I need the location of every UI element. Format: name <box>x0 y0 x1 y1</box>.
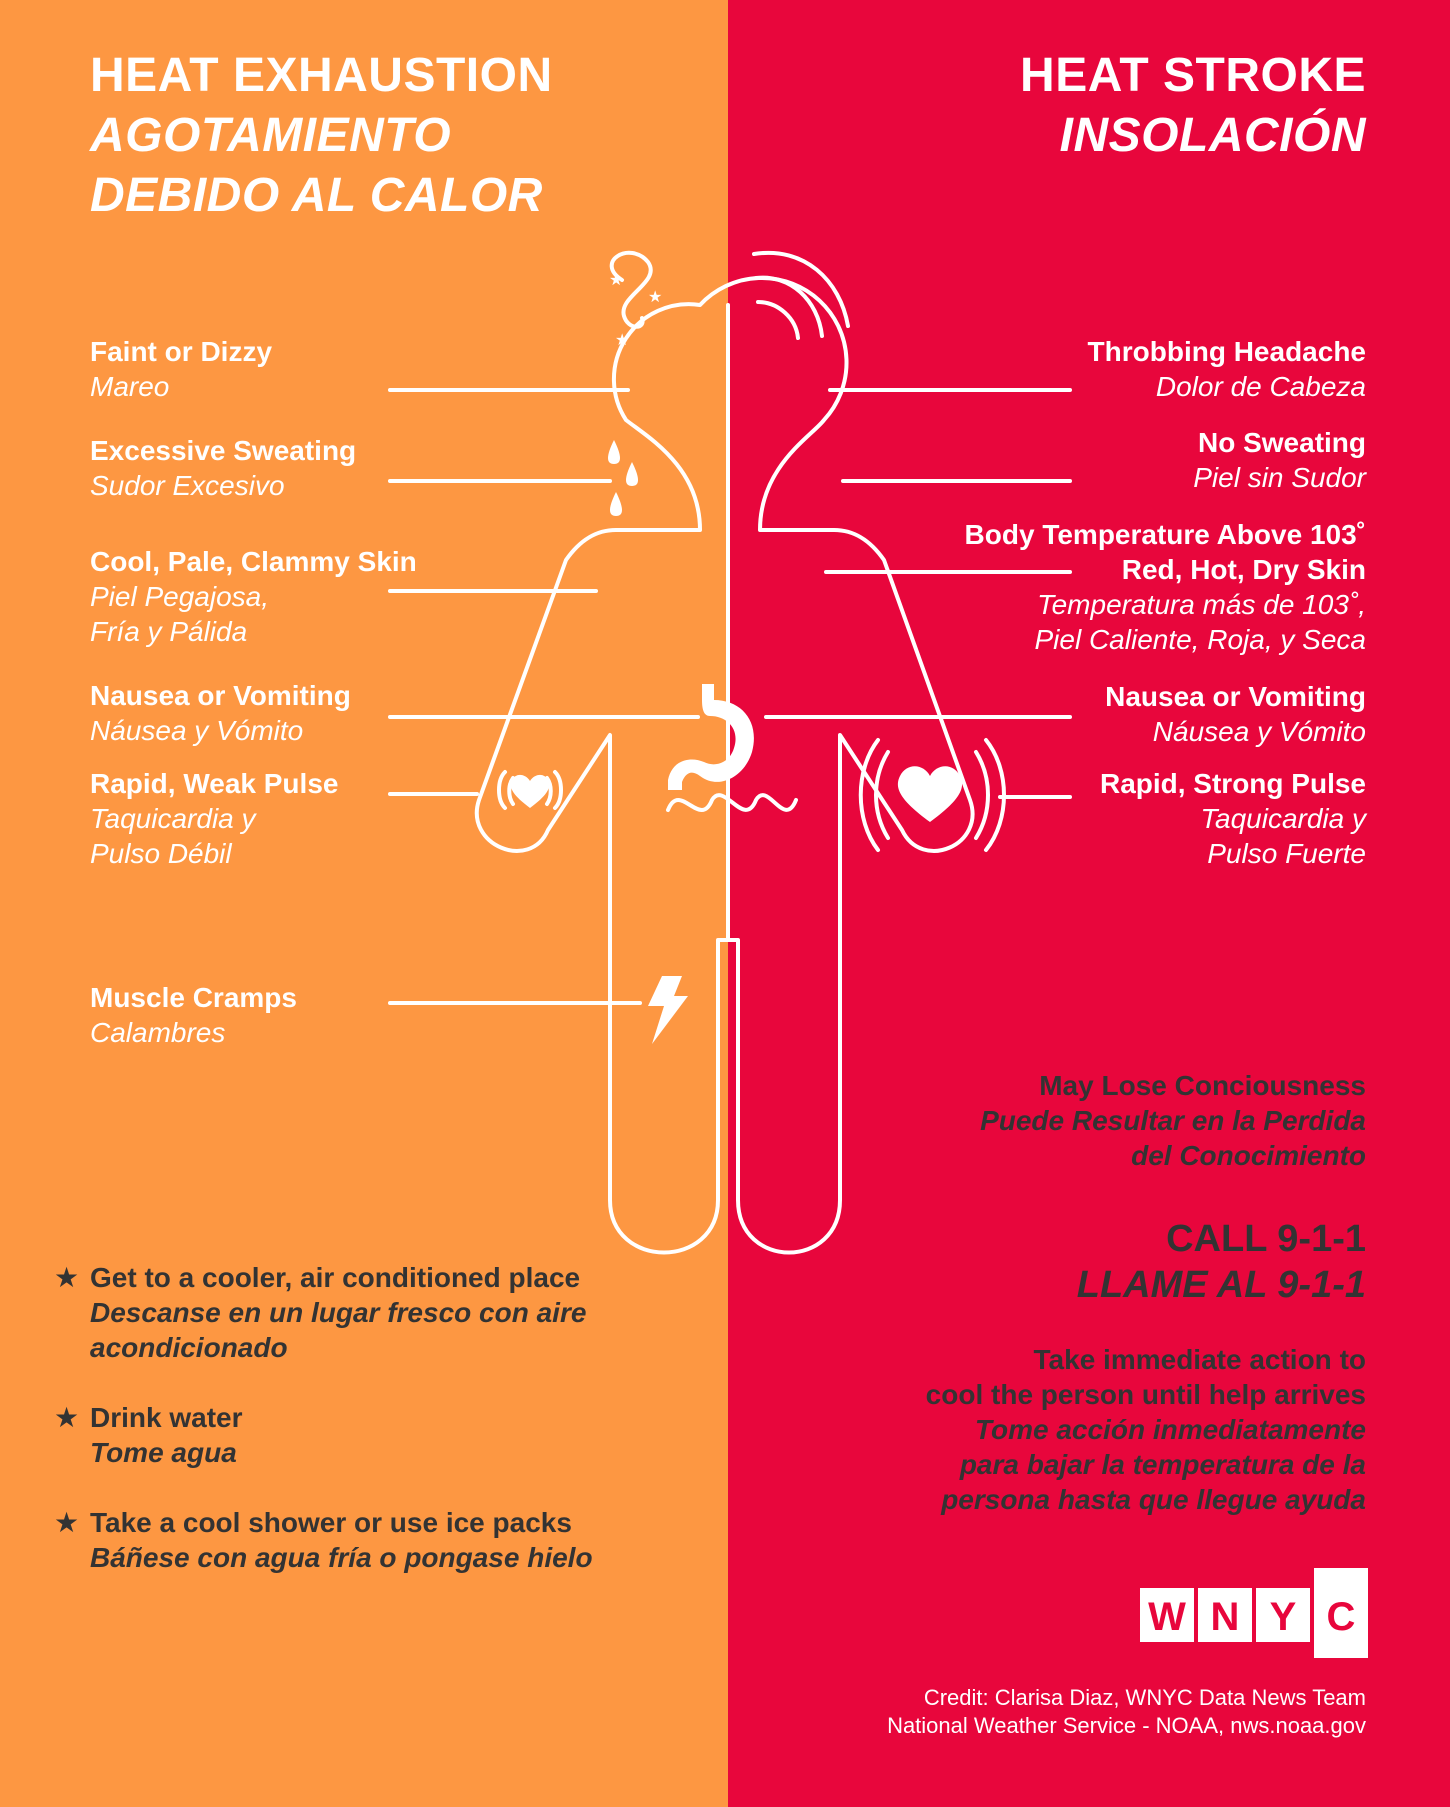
call-911: CALL 9-1-1 LLAME AL 9-1-1 <box>1076 1218 1366 1306</box>
action-cool-shower: ★ Take a cool shower or use ice packs Báñese con agua fría o pongase hielo <box>54 1507 593 1573</box>
credit <box>887 1684 1366 1740</box>
symptom-strong-pulse: Rapid, Strong Pulse Taquicardia y Pulso Fuerte <box>1099 768 1366 869</box>
logo-letter: N <box>1210 1595 1240 1639</box>
wnyc-logo <box>1140 1568 1368 1658</box>
dizzy-icon <box>612 253 651 327</box>
stomach-icon <box>668 684 754 790</box>
star-icon: ★ <box>615 330 630 349</box>
heart-icon <box>511 775 549 808</box>
sweat-drops-icon <box>608 440 638 516</box>
symptom-cramps: Muscle Cramps Calambres <box>90 982 297 1048</box>
symptom-headache: Throbbing Headache Dolor de Cabeza <box>1087 336 1366 402</box>
logo-letter: Y <box>1269 1595 1297 1639</box>
symptom-faint: Faint or Dizzy Mareo <box>90 336 273 402</box>
action-drink-water: ★ Drink water Tome agua <box>54 1402 243 1468</box>
star-icon: ★ <box>54 1507 80 1538</box>
heat-exhaustion-title: HEAT EXHAUSTION AGOTAMIENTO DEBIDO AL CALOR <box>90 49 553 222</box>
star-icon: ★ <box>54 1262 80 1293</box>
symptom-nausea-stroke: Nausea or Vomiting Náusea y Vómito <box>1105 681 1366 747</box>
symptom-skin: Cool, Pale, Clammy Skin Piel Pegajosa, Fría y Pálida <box>90 546 417 647</box>
immediate-action: Take immediate action to cool the person until help arrives Tome acción inmediatamente para bajar la temperatura de la persona hasta que llegue ayuda <box>925 1344 1366 1515</box>
heart-icon <box>898 766 962 822</box>
heat-stroke-title: HEAT STROKE INSOLACIÓN <box>1020 49 1366 162</box>
logo-letter: W <box>1148 1595 1186 1639</box>
star-icon: ★ <box>648 287 663 306</box>
action-cool-place: ★ Get to a cooler, air conditioned place Descanse en un lugar fresco con aire acondicionado <box>54 1262 587 1363</box>
credit-line: Credit: Clarisa Diaz, WNYC Data News Team <box>923 1685 1366 1710</box>
symptom-temperature: Body Temperature Above 103˚ Red, Hot, Dry Skin Temperatura más de 103˚, Piel Caliente, Roja, y Seca <box>964 519 1366 655</box>
star-icon: ★ <box>54 1402 80 1433</box>
symptom-nausea: Nausea or Vomiting Náusea y Vómito <box>90 680 351 746</box>
consciousness-warning: May Lose Conciousness Puede Resultar en la Perdida del Conocimiento <box>980 1070 1366 1171</box>
star-icon: ★ <box>609 270 624 289</box>
logo-letter: C <box>1326 1595 1356 1639</box>
symptom-sweating: Excessive Sweating Sudor Excesivo <box>90 435 357 501</box>
heat-waves-icon <box>754 253 848 338</box>
symptom-pulse: Rapid, Weak Pulse Taquicardia y Pulso Débil <box>90 768 339 869</box>
symptom-no-sweating: No Sweating Piel sin Sudor <box>1193 427 1366 493</box>
intestine-icon <box>668 795 796 810</box>
lightning-icon <box>648 976 688 1044</box>
credit-line: National Weather Service - NOAA, nws.noaa.gov <box>887 1713 1366 1738</box>
